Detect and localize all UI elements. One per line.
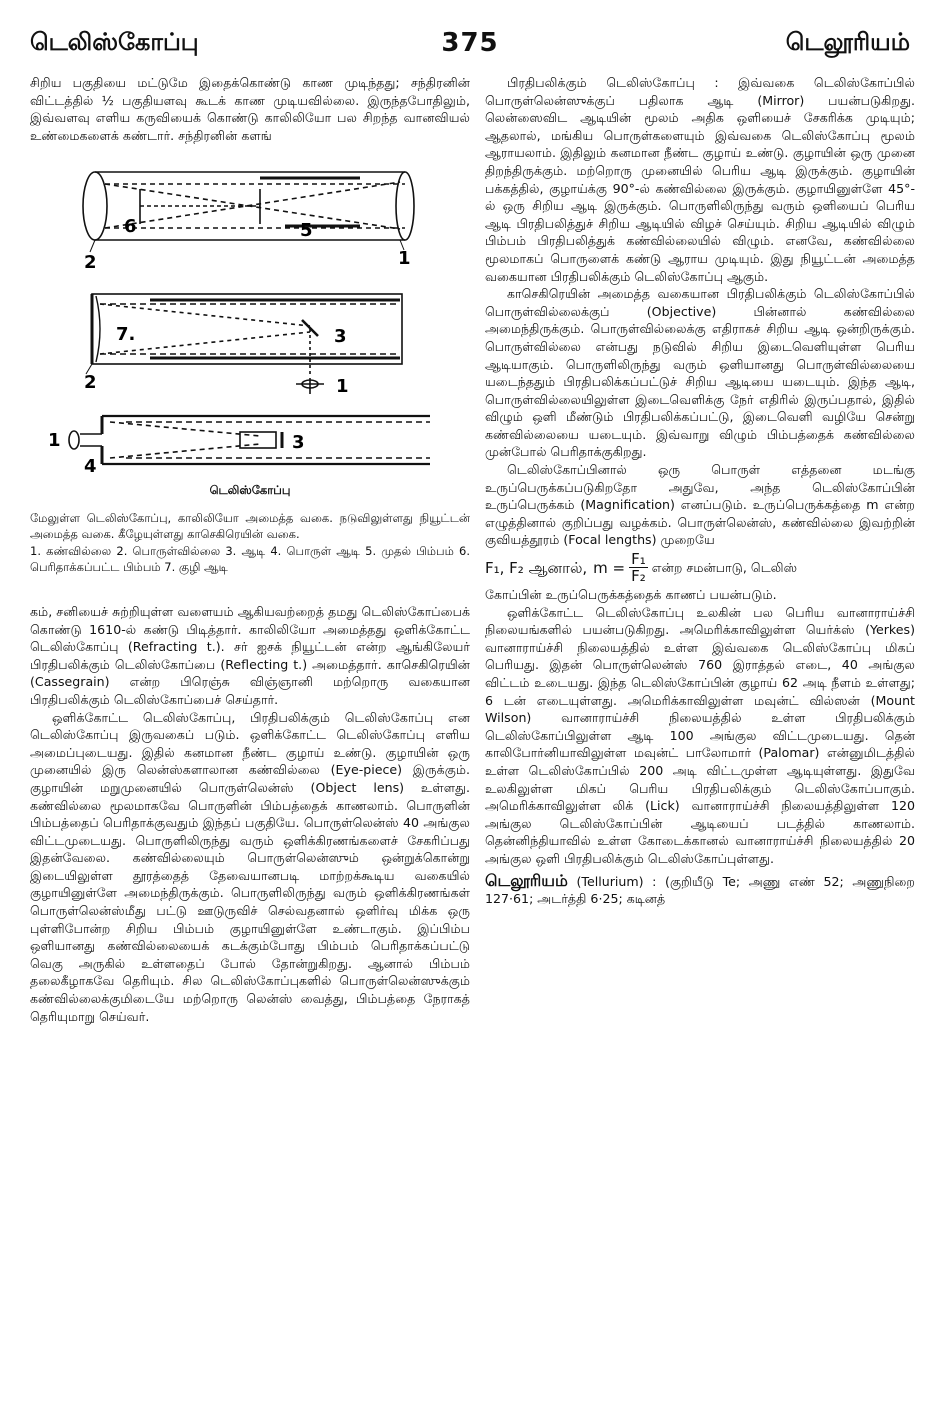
page-number: 375 (441, 28, 499, 58)
fig1-label-1: 1 (398, 248, 411, 270)
formula-prefix: F₁, F₂ ஆனால், (485, 558, 588, 577)
figure-title: டெலிஸ்கோப்பு (209, 483, 291, 498)
fig3-label-1: 1 (48, 430, 61, 452)
right-after-formula: கோப்பின் உருப்பெருக்கத்தைக் காணப் பயன்படும். (485, 587, 777, 603)
running-head-left: டெலிஸ்கோப்பு (30, 28, 199, 56)
formula-numerator: F₁ (631, 550, 646, 569)
formula-fraction (629, 551, 648, 584)
fig3-label-3: 3 (292, 432, 305, 454)
telescope-figure (30, 144, 470, 575)
right-paragraph-1: பிரதிபலிக்கும் டெலிஸ்கோப்பு : இவ்வகை டெலிஸ்கோப்பில் பொருள்லென்ஸுக்குப் பதிலாக ஆடி (Mirror) பயன்படுகிறது. லென்ஸைவிட ஆடியின் மூலம் அதிக ஒளியைச் சேகரிக்க முடியும்; ஆதலால், மங்கிய பொருள்களையும் இவ்வகை டெலிஸ்கோப்பு மூலம் ஆராயலாம். இதிலும் கனமான நீண்ட குழாய் உண்டு. குழாயின் ஒரு முனை திறந்திருக்கும். மற்றொரு முனையில் பெரிய ஆடி இருக்கும். குழாயின் பக்கத்தில், குழாய்க்கு 90°-ல் கண்வில்லை இருக்கும். குழாயினுள்ளே 45°-ல் ஒரு சிறிய ஆடி இருக்கும். பொருளிலிருந்து வரும் ஒளியைப் பெரிய ஆடி பிரதிபலித்துச் சிறிய ஆடியில் விழச் செய்யும். சிறிய ஆடியில் விழும் பிம்பம் பிரதிபலித்துக் கண்வில்லையில் விழும். எனவே, கண்வில்லை மூலமாகப் பொருளைக் கண்டு ஆராய முடியும். இது நியூட்டன் அமைத்த வகையான பிரதிபலிக்கும் டெலிஸ்கோப்பு ஆகும். (485, 75, 915, 284)
fig1-label-6: 6 (124, 216, 137, 238)
intro-paragraph: சிறிய பகுதியை மட்டுமே இதைக்கொண்டு காண முடிந்தது; சந்திரனின் விட்டத்தில் ½ பகுதியளவு கூடக் காண முடியவில்லை. இருந்தபோதிலும், இவ்வளவு எளிய கருவியைக் கொண்டு காலிலியோ பல சிறந்த வானவியல் உண்மைகளைக் கண்டார். சந்திரனின் களங் (30, 75, 470, 143)
right-column (485, 74, 915, 908)
figure-caption: மேலுள்ள டெலிஸ்கோப்பு, காலிலியோ அமைத்த வகை. நடுவிலுள்ளது நியூட்டன் அமைத்த வகை. கீழேயுள்ளது காசெகிரெயின் வகை. (30, 510, 470, 541)
cassegrain-telescope-drawing (69, 416, 430, 464)
left-column (30, 74, 470, 1025)
formula-suffix: என்ற சமன்பாடு, டெலிஸ் (651, 559, 798, 575)
fig2-label-3: 3 (334, 326, 347, 348)
galilean-telescope-drawing (83, 172, 414, 252)
fig1-label-5: 5 (300, 220, 313, 242)
formula-lhs: m = (593, 558, 626, 577)
entry-headword: டெலூரியம் (485, 870, 568, 890)
telescope-diagram (30, 144, 470, 474)
right-paragraph-3: டெலிஸ்கோப்பினால் ஒரு பொருள் எத்தனை மடங்கு உருப்பெருக்கப்படுகிறதோ அதுவே, அந்த டெலிஸ்கோப்பின் உருப்பெருக்கம் (Magnification) எனப்படும். உருப்பெருக்கத்தை m என்ற எழுத்தினால் குறிப்பது வழக்கம். பொருள்லென்ஸ், கண்வில்லை இவற்றின் குவியத்தூரம் (Focal lengths) முறையே (485, 462, 915, 548)
fig2-label-1: 1 (336, 376, 349, 398)
fig2-label-7: 7. (116, 324, 136, 346)
formula-denominator: F₂ (631, 567, 646, 586)
entry-text: (Tellurium) : (குறியீடு Te; அணு எண் 52; அணுநிறை 127·61; அடர்த்தி 6·25; கடினத் (485, 873, 915, 907)
left-paragraph-1: கம், சனியைச் சுற்றியுள்ள வளையம் ஆகியவற்றைத் தமது டெலிஸ்கோப்பைக் கொண்டு 1610-ல் கண்டு பிடித்தார். காலிலியோ அமைத்தது ஒளிக்கோட்ட டெலிஸ்கோப்பு (Refracting t.). சர் ஐசக் நியூட்டன் என்ற ஆங்கிலேயர் பிரதிபலிக்கும் டெலிஸ்கோப்பை (Reflecting t.) அமைத்தார். காசெகிரெயின் (Cassegrain) என்ற பிரெஞ்சு விஞ்ஞானி மற்றொரு வகையான பிரதிபலிக்கும் டெலிஸ்கோப்பைச் செய்தார். (30, 603, 470, 707)
fig2-label-2: 2 (84, 372, 97, 394)
right-paragraph-2: காசெகிரெயின் அமைத்த வகையான பிரதிபலிக்கும் டெலிஸ்கோப்பில் பொருள்வில்லைக்குப் (Objective) பின்னால் கண்வில்லை அமைந்திருக்கும். பொருள்வில்லைக்கு எதிராகச் சிறிய ஆடி ஒன்றிருக்கும். பொருள்வில்லை என்பது நடுவில் சிறிய இடைவெளியுள்ள பெரிய ஆடியாகும். பொருளிலிருந்து வரும் ஒளியானது பொருள்வில்லையை யடைந்ததும் பிரதிபலிக்கப்பட்டுச் சிறிய ஆடியை யடையும். இந்த ஆடி, பொருள்வில்லையிலுள்ள இடைவெளிக்கு நேர் எதிரில் இருப்பதால், இதில் விழும் ஒளி மீண்டும் பிரதிபலிக்கப்பட்டு, இடைவெளி வழியே சென்று கண்வில்லையை யடையும். இவ்வாறு விழும் பிம்பத்தைக் கண்வில்லை முன்போல் பெரிதாக்குகிறது. (485, 286, 915, 460)
right-paragraph-4: ஒளிக்கோட்ட டெலிஸ்கோப்பு உலகின் பல பெரிய வானாராய்ச்சி நிலையங்களில் பயன்படுகிறது. அமெரிக்காவிலுள்ள யெர்க்ஸ் (Yerkes) வானாராய்ச்சி நிலையத்தில் உள்ள இவ்வகை டெலிஸ்கோப்பு மிகப் பெரியது. இதன் பொருள்லென்ஸ் 760 இராத்தல் எடை, 40 அங்குல விட்டம் உடையது. இந்த டெலிஸ்கோப்பின் குழாய் 62 அடி நீளம் உள்ளது; 6 டன் எடையுள்ளது. அமெரிக்காவிலுள்ள மவுன்ட் வில்ஸன் (Mount Wilson) வானாராய்ச்சி நிலையத்தில் உள்ள பிரதிபலிக்கும் டெலிஸ்கோப்பிலுள்ள ஆடி 100 அங்குல விட்டமுடையது. தென் காலிபோர்னியாவிலுள்ள மவுன்ட் பாலோமார் (Palomar) என்னுமிடத்தில் உள்ள டெலிஸ்கோப்பில் 200 அடி விட்டமுள்ள ஆடியுள்ளது. இதுவே உலகிலுள்ள மிகப் பெரிய பிரதிபலிக்கும் டெலிஸ்கோப்பாகும். அமெரிக்காவிலுள்ள லிக் (Lick) வானாராய்ச்சி நிலையத்திலுள்ள 120 அங்குல டெலிஸ்கோப்பின் ஆடியைப் படத்தில் காணலாம். தென்னிந்தியாவில் உள்ள கோடைக்கானல் வானாராய்ச்சி நிலையத்தில் 20 அங்குல ஒளி பிரதிபலிக்கும் டெலிஸ்கோப்புள்ளது. (485, 604, 915, 866)
magnification-formula (485, 551, 915, 584)
fig3-label-4: 4 (84, 456, 97, 475)
figure-legend: 1. கண்வில்லை 2. பொருள்வில்லை 3. ஆடி 4. பொருள் ஆடி 5. முதல் பிம்பம் 6. பெரிதாக்கப்பட்ட பிம்பம் 7. குழி ஆடி (30, 543, 470, 574)
page-header (30, 28, 910, 68)
running-head-right: டெலூரியம் (785, 28, 910, 56)
tellurium-entry (485, 872, 915, 908)
left-paragraph-2: ஒளிக்கோட்ட டெலிஸ்கோப்பு, பிரதிபலிக்கும் டெலிஸ்கோப்பு என டெலிஸ்கோப்பு இருவகைப் படும். ஒளிக்கோட்ட டெலிஸ்கோப்பு எளிய அமைப்புடையது. இதில் கனமான நீண்ட குழாய் உண்டு. குழாயின் ஒரு முனையில் இரு லென்ஸ்களாலான கண்வில்லை (Eye-piece) இருக்கும். குழாயின் மறுமுனையில் பொருள்லென்ஸ் (Object lens) உள்ளது. கண்வில்லை மூலமாகவே பொருளின் பிம்பத்தைக் காணலாம். பொருளின் பிம்பத்தைப் பெரிதாக்குவதும் இந்தப் பகுதியே. பொருள்லென்ஸ் 40 அங்குல விட்டமுடையது. பொருளிலிருந்து வரும் ஒளிக்கிரணங்களைச் சேகரிப்பது இதன்வேலை. கண்வில்லையும் பொருள்லென்ஸும் ஒன்றுக்கொன்று இடையிலுள்ள தூரத்தைத் தேவையானபடி மாற்றக்கூடிய வகையில் குழாயினுள்ளே அமைந்திருக்கும். பொருளிலிருந்து வரும் ஒளிக்கிரணங்கள் பொருள்லென்ஸ்மீது பட்டு ஊடுருவிச் செல்வதனால் ஒளிர்வு மிக்க ஒரு புள்ளிபோன்ற சிறிய பிம்பம் குழாயினுள்ளே உண்டாகும். இப்பிம்ப ஒளியானது கண்வில்லையைக் கடக்கும்போது பிம்பம் பெரிதாக்கப்பட்டு வெகு அருகில் உள்ளதைப் போல் தோன்றுகிறது. ஆனால் பிம்பம் தலைகீழாகவே தெரியும். சில டெலிஸ்கோப்புகளில் பொருள்லென்ஸுக்கும் கண்வில்லைக்குமிடையே மற்றொரு லென்ஸ் வைத்து, பிம்பத்தை நேராகத் தெரியுமாறு செய்வர். (30, 709, 470, 1024)
fig1-label-2: 2 (84, 252, 97, 274)
